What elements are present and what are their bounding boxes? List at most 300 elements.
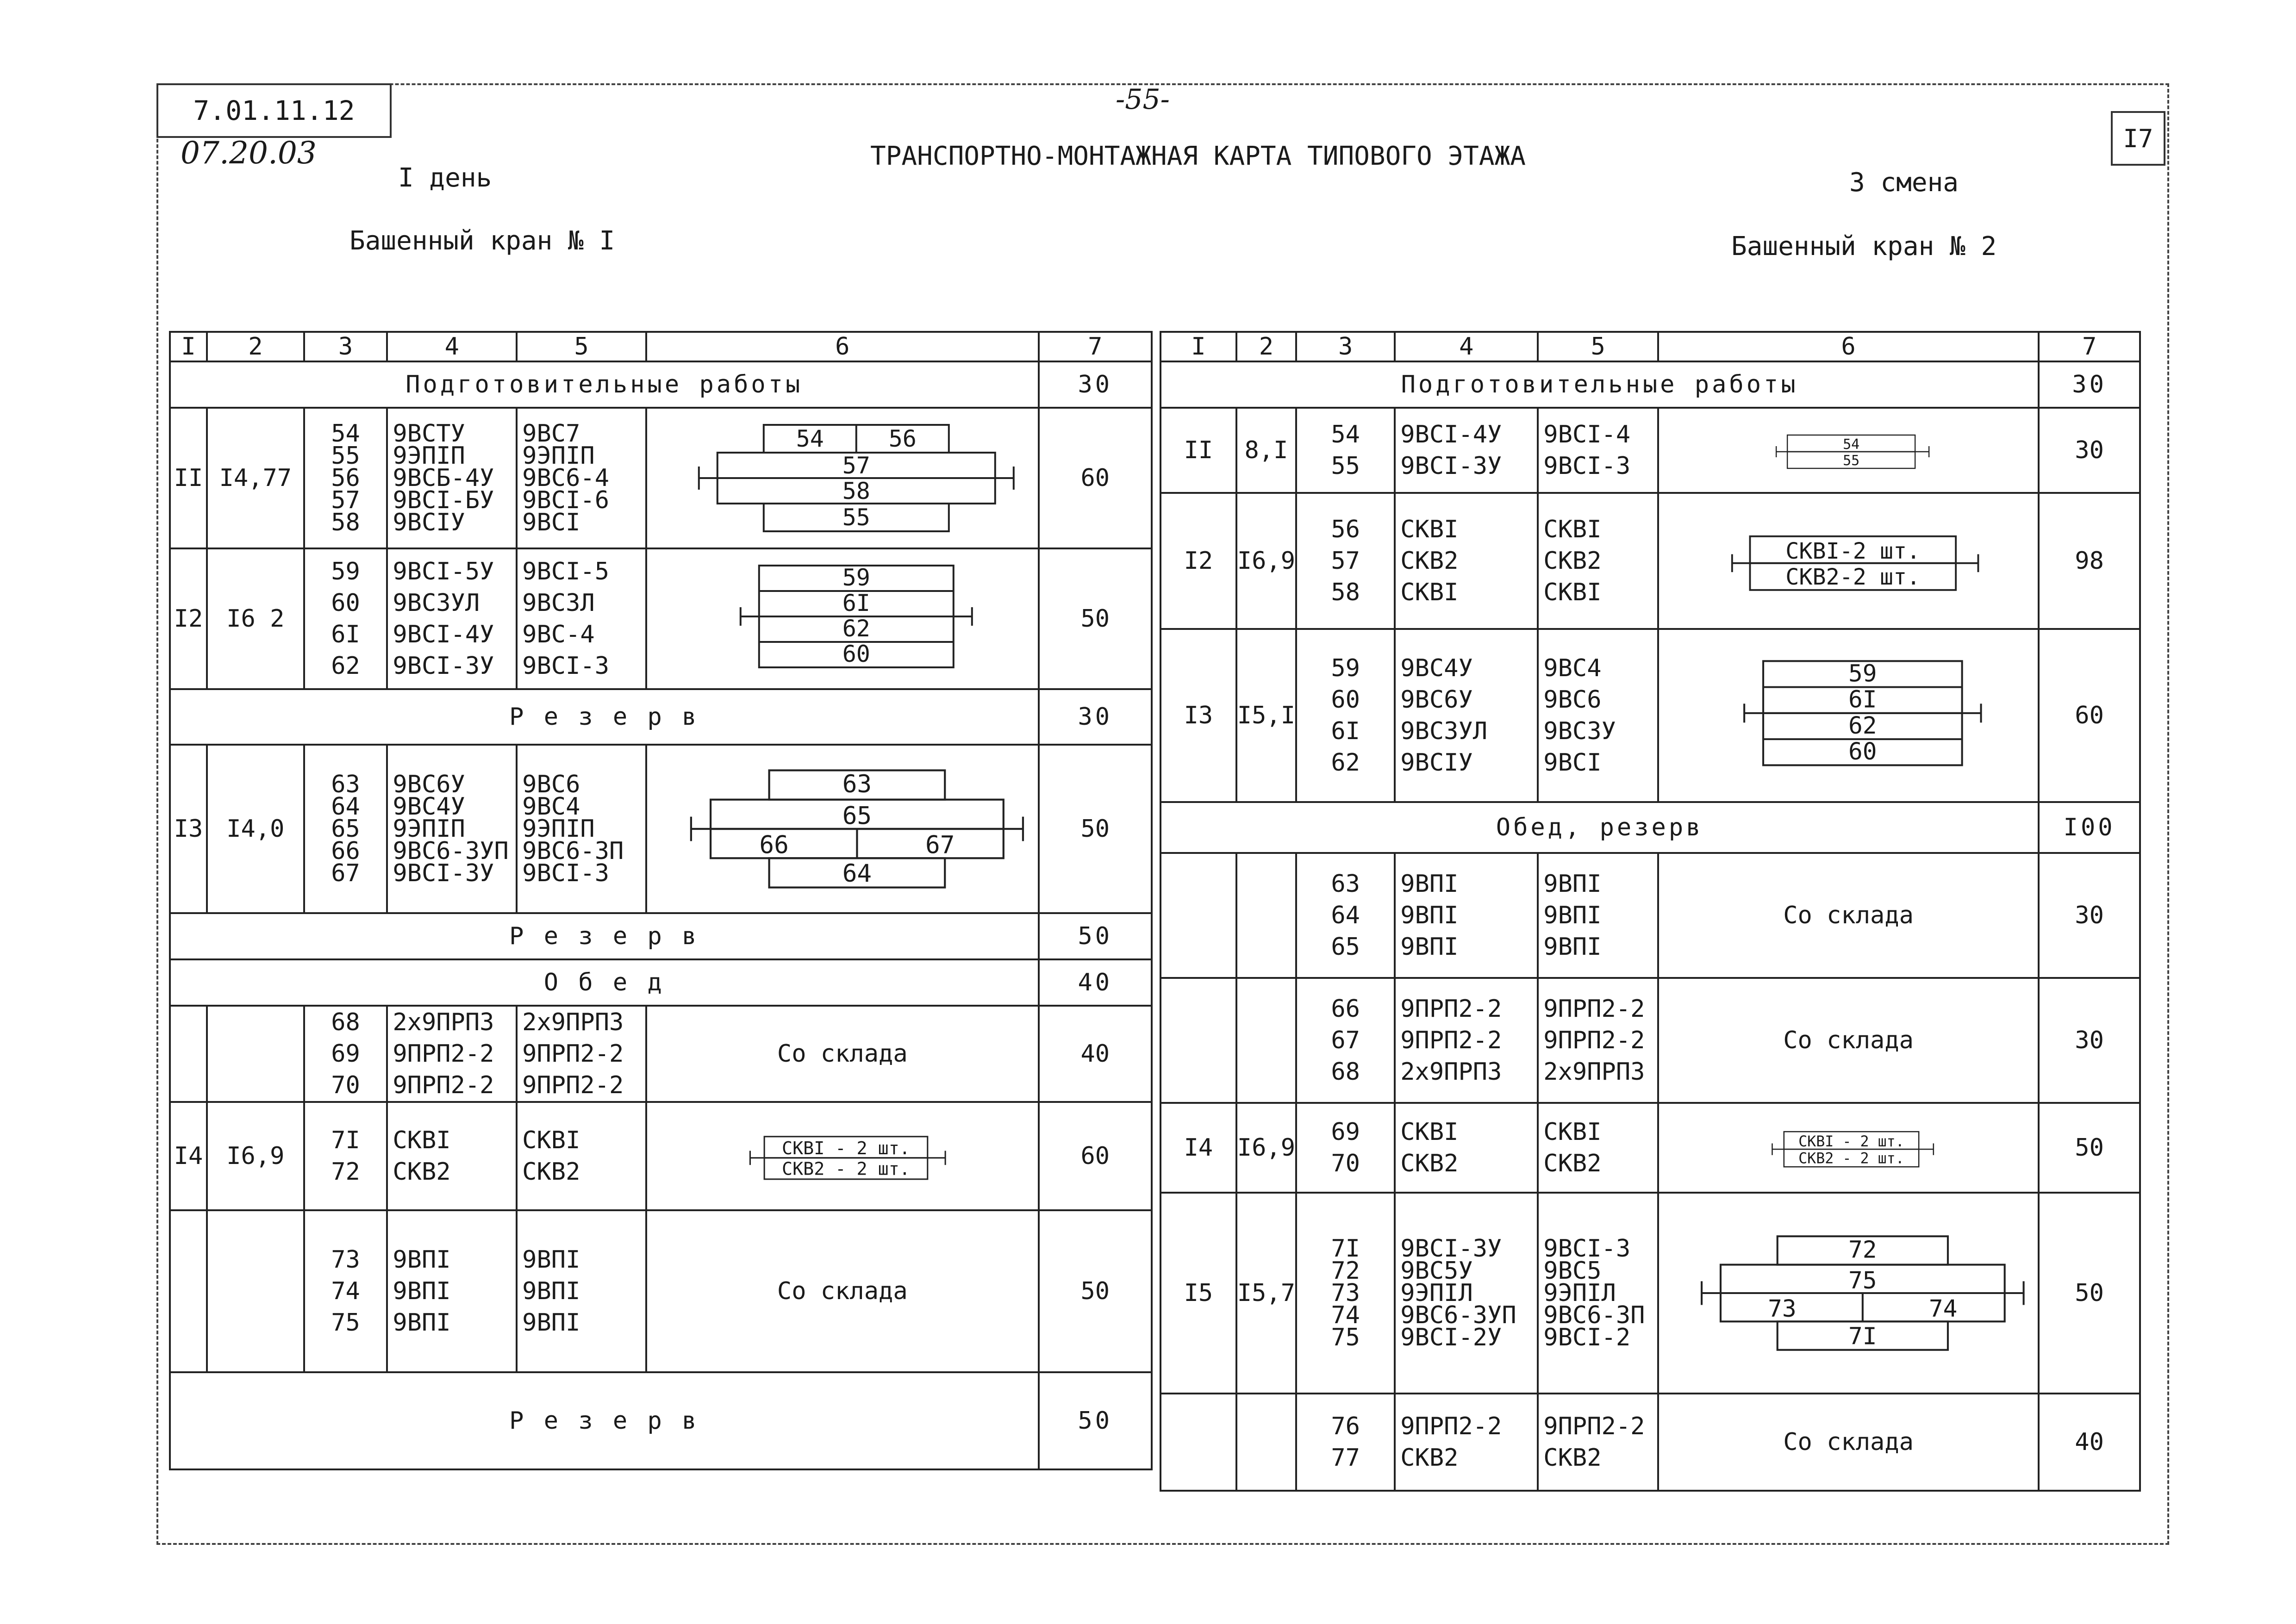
- reach-cell: I5,7: [1236, 1193, 1296, 1394]
- crane-right-label: Башенный кран № 2: [1731, 231, 1997, 261]
- element-type: СКВ2: [1543, 1150, 1602, 1177]
- reach-cell: [207, 1210, 304, 1372]
- diagram-element-label: 74: [1928, 1295, 1958, 1323]
- scheme-cell: [1658, 629, 2039, 802]
- element-type: 9ВСI-2: [1543, 1324, 1631, 1351]
- element-mark: 9ВС5У: [1400, 1257, 1473, 1285]
- element-mark: СКВ2: [1400, 1150, 1459, 1177]
- element-type: 9ВС4: [1543, 654, 1602, 682]
- element-mark: СКВ2: [393, 1158, 451, 1186]
- scheme-note: Со склада: [777, 1040, 908, 1068]
- reach-cell: [1236, 853, 1296, 978]
- element-type-cell: [1538, 408, 1658, 493]
- element-mark-list: [393, 420, 516, 536]
- sequence-number-list: [1297, 993, 1394, 1088]
- element-type: СКВI: [1543, 516, 1602, 543]
- duration-cell: 50: [1039, 1372, 1152, 1469]
- diagram-element-label: 6I: [1848, 686, 1877, 714]
- table-row: [170, 1210, 1152, 1372]
- sequence-number: 74: [331, 1277, 360, 1305]
- column-header: 6: [1658, 332, 2039, 361]
- element-type: 9ПРП2-2: [1543, 995, 1645, 1023]
- element-mark: 9ВСI-2У: [1400, 1324, 1502, 1351]
- element-type-cell: [1538, 629, 1658, 802]
- sequence-number: 7I: [331, 1126, 360, 1154]
- sequence-number: 65: [1331, 933, 1360, 961]
- sequence-number: 57: [1331, 547, 1360, 575]
- sequence-number: 6I: [1331, 717, 1360, 745]
- element-mark: 2х9ПРП3: [393, 1008, 494, 1036]
- element-type-list: [1543, 868, 1657, 963]
- element-mark-cell: [387, 1006, 517, 1102]
- scheme-cell: [1658, 493, 2039, 629]
- diagram-element-label: 55: [842, 504, 870, 531]
- sequence-number: 59: [1331, 654, 1360, 682]
- element-type: 9ВСI-3: [522, 859, 609, 887]
- element-mark: 9ЭПIП: [393, 815, 465, 843]
- sequence-cell: [1296, 1103, 1395, 1193]
- element-layout-diagram: [647, 409, 1038, 548]
- diagram-element-label: 6I: [842, 590, 870, 616]
- diagram-element-label: 54: [1843, 436, 1860, 453]
- sequence-number-list: [305, 771, 387, 887]
- diagram-element-label: 75: [1848, 1267, 1877, 1294]
- element-type: 9ПРП2-2: [522, 1040, 624, 1068]
- element-type-cell: [517, 548, 646, 689]
- element-type-cell: [1538, 1394, 1658, 1491]
- diagram-element-label: 62: [842, 615, 870, 642]
- section-label: Обед, резерв: [1160, 802, 2039, 853]
- sequence-number: 66: [331, 837, 360, 865]
- element-mark: СКВI: [1400, 579, 1459, 606]
- sequence-number: 54: [331, 420, 360, 448]
- sequence-number-list: [1297, 1235, 1394, 1351]
- duration-cell: 50: [2039, 1103, 2140, 1193]
- table-row: [170, 1006, 1152, 1102]
- crane-stop-cell: [1160, 978, 1236, 1103]
- reach-cell: [207, 1006, 304, 1102]
- element-mark: 9ВПI: [393, 1309, 451, 1337]
- element-mark-cell: [387, 1210, 517, 1372]
- table-row: [170, 548, 1152, 689]
- element-type: 9ВС6-4: [522, 464, 609, 492]
- element-type: 9ВС4: [522, 793, 580, 821]
- element-type-cell: [517, 1102, 646, 1210]
- element-mark: 9ВСI-3У: [393, 652, 494, 680]
- diagram-element-label: 57: [842, 452, 870, 479]
- sequence-number: 75: [1331, 1324, 1360, 1351]
- element-mark-list: [1400, 419, 1537, 482]
- element-type: 9ВС6-3П: [522, 837, 624, 865]
- sequence-cell: [304, 408, 387, 548]
- element-type: 9ПРП2-2: [1543, 1412, 1645, 1440]
- element-type: 9ВС3Л: [522, 589, 595, 617]
- element-type: СКВI: [1543, 1118, 1602, 1146]
- element-mark: 9ВПI: [1400, 870, 1459, 898]
- crane-stop-cell: [1160, 1394, 1236, 1491]
- element-mark: 9ВСIУ: [393, 509, 465, 536]
- element-type: 9ПРП2-2: [1543, 1027, 1645, 1054]
- crane-stop-cell: I2: [1160, 493, 1236, 629]
- element-type: 9ВС6-3П: [1543, 1301, 1645, 1329]
- duration-cell: 60: [1039, 1102, 1152, 1210]
- column-header: 5: [517, 332, 646, 361]
- element-mark-cell: [387, 1102, 517, 1210]
- element-mark: 9ВСI-4У: [393, 621, 494, 648]
- element-mark-list: [393, 1007, 516, 1101]
- sequence-cell: [1296, 978, 1395, 1103]
- element-mark: 9ВС3УЛ: [1400, 717, 1488, 745]
- element-mark: 9ВСТУ: [393, 420, 465, 448]
- element-type-cell: [517, 1210, 646, 1372]
- element-mark-cell: [387, 745, 517, 913]
- duration-cell: 30: [1039, 361, 1152, 408]
- element-type: 2х9ПРП3: [522, 1008, 624, 1036]
- column-header: 5: [1538, 332, 1658, 361]
- sequence-number: 62: [331, 652, 360, 680]
- table-row: [1160, 1193, 2140, 1394]
- sequence-cell: [304, 1102, 387, 1210]
- table-row: [170, 689, 1152, 745]
- element-mark: 9ВСI-5У: [393, 558, 494, 585]
- column-header: 4: [1395, 332, 1538, 361]
- scheme-cell: [646, 548, 1039, 689]
- sequence-number: 73: [331, 1246, 360, 1274]
- reach-cell: I4,0: [207, 745, 304, 913]
- element-type-list: [1543, 1411, 1657, 1474]
- diagram-element-label: СКВ2-2 шт.: [1785, 564, 1921, 591]
- section-label: Подготовительные работы: [170, 361, 1039, 408]
- duration-cell: 50: [2039, 1193, 2140, 1394]
- sequence-number-list: [1297, 514, 1394, 608]
- handwritten-code: 07.20.03: [181, 135, 317, 171]
- duration-cell: 30: [1039, 689, 1152, 745]
- crane-stop-cell: II: [170, 408, 207, 548]
- sequence-number-list: [305, 420, 387, 536]
- duration-cell: 30: [2039, 408, 2140, 493]
- element-mark: 9ВС4У: [1400, 654, 1473, 682]
- sequence-cell: [1296, 408, 1395, 493]
- element-mark: СКВ2: [1400, 1444, 1459, 1472]
- element-mark: 9ВС6У: [1400, 686, 1473, 714]
- element-mark: 2х9ПРП3: [1400, 1058, 1502, 1086]
- element-mark: 9ВПI: [393, 1246, 451, 1274]
- page-title: ТРАНСПОРТНО-МОНТАЖНАЯ КАРТА ТИПОВОГО ЭТАЖА: [870, 141, 1526, 171]
- element-mark-list: [1400, 993, 1537, 1088]
- table-row: [1160, 802, 2140, 853]
- element-mark-cell: [1395, 493, 1538, 629]
- duration-cell: 40: [2039, 1394, 2140, 1491]
- sheet-number-box: [2111, 111, 2165, 166]
- sequence-number: 58: [331, 509, 360, 536]
- reach-cell: 8,I: [1236, 408, 1296, 493]
- document-code: 7.01.11.12: [193, 95, 355, 126]
- sequence-number: 75: [331, 1309, 360, 1337]
- sequence-number-list: [1297, 419, 1394, 482]
- element-layout-diagram: [647, 1103, 1038, 1209]
- element-type-list: [522, 1007, 645, 1101]
- document-code-stamp: [156, 83, 392, 138]
- sequence-number-list: [305, 1125, 387, 1188]
- element-mark: СКВ2: [1400, 547, 1459, 575]
- element-mark: 9ЭПIП: [393, 442, 465, 470]
- scheme-cell: [1658, 1193, 2039, 1394]
- diagram-element-label: 67: [925, 831, 955, 859]
- crane-stop-cell: [170, 1210, 207, 1372]
- day-label: I день: [398, 163, 492, 193]
- element-type: 9ВСI: [522, 509, 580, 536]
- element-type: 9ВС3У: [1543, 717, 1616, 745]
- sequence-number: 69: [331, 1040, 360, 1068]
- element-mark: 9ВСIУ: [1400, 749, 1473, 777]
- element-type-list: [1543, 419, 1657, 482]
- table-row: [1160, 629, 2140, 802]
- element-mark: 9ВСI-БУ: [393, 486, 494, 514]
- scheme-note: Со склада: [1783, 902, 1914, 929]
- element-mark: 9ПРП2-2: [393, 1040, 494, 1068]
- element-type: 9ВС6: [522, 771, 580, 798]
- sequence-number: 59: [331, 558, 360, 585]
- element-mark: СКВI: [1400, 1118, 1459, 1146]
- reach-cell: [1236, 1394, 1296, 1491]
- element-mark: 9ВПI: [1400, 902, 1459, 929]
- element-mark: 9ВСI-3У: [393, 859, 494, 887]
- sequence-number: 63: [1331, 870, 1360, 898]
- diagram-element-label: 66: [759, 831, 789, 859]
- diagram-element-label: СКВI - 2 шт.: [1798, 1133, 1904, 1150]
- element-type: 9ВСI: [1543, 749, 1602, 777]
- element-mark: 9ПРП2-2: [1400, 995, 1502, 1023]
- element-type-list: [1543, 993, 1657, 1088]
- element-layout-diagram: [1659, 494, 2038, 628]
- shift-label: 3 смена: [1849, 168, 1959, 198]
- element-mark-cell: [1395, 1103, 1538, 1193]
- element-type: 9ВСI-3: [522, 652, 609, 680]
- element-mark-list: [1400, 653, 1537, 778]
- element-type: 2х9ПРП3: [1543, 1058, 1645, 1086]
- table-row: [1160, 1103, 2140, 1193]
- element-mark-list: [393, 556, 516, 682]
- sheet-number: I7: [2123, 124, 2153, 153]
- duration-cell: I00: [2039, 802, 2140, 853]
- element-type: 9ЭПIЛ: [1543, 1279, 1616, 1307]
- sequence-cell: [1296, 1394, 1395, 1491]
- element-layout-diagram: [1659, 409, 2038, 492]
- element-mark: 9ВС6-3УП: [1400, 1301, 1516, 1329]
- scheme-cell: [1658, 1394, 2039, 1491]
- table-row: [170, 913, 1152, 959]
- diagram-element-label: СКВI-2 шт.: [1785, 538, 1921, 565]
- sequence-number: 64: [1331, 902, 1360, 929]
- element-mark: СКВI: [1400, 516, 1459, 543]
- element-type: 9ВСI-6: [522, 486, 609, 514]
- sequence-cell: [304, 548, 387, 689]
- element-type: СКВ2: [1543, 547, 1602, 575]
- duration-cell: 60: [1039, 408, 1152, 548]
- element-type: 9ВС-4: [522, 621, 595, 648]
- sequence-cell: [1296, 493, 1395, 629]
- element-type: 9ВС7: [522, 420, 580, 448]
- column-header: 3: [304, 332, 387, 361]
- sequence-number: 68: [1331, 1058, 1360, 1086]
- duration-cell: 30: [2039, 978, 2140, 1103]
- diagram-element-label: 55: [1843, 452, 1860, 469]
- sequence-cell: [304, 745, 387, 913]
- element-mark-list: [1400, 1411, 1537, 1474]
- element-layout-diagram: [1659, 1104, 2038, 1192]
- duration-cell: 30: [2039, 853, 2140, 978]
- sequence-number: 58: [1331, 579, 1360, 606]
- diagram-element-label: 60: [842, 641, 870, 667]
- crane-stop-cell: [1160, 853, 1236, 978]
- header-row: [170, 332, 1152, 361]
- duration-cell: 50: [1039, 745, 1152, 913]
- table-row: [1160, 1394, 2140, 1491]
- element-mark-list: [1400, 1235, 1537, 1351]
- element-type-list: [1543, 653, 1657, 778]
- element-mark-list: [1400, 868, 1537, 963]
- reach-cell: I4,77: [207, 408, 304, 548]
- diagram-element-label: 54: [796, 425, 824, 452]
- column-header: 2: [1236, 332, 1296, 361]
- element-type: 9ВС5: [1543, 1257, 1602, 1285]
- sequence-number: 73: [1331, 1279, 1360, 1307]
- diagram-element-label: 7I: [1848, 1323, 1877, 1350]
- diagram-element-label: 65: [842, 802, 872, 830]
- page-number: -55-: [1116, 83, 1170, 116]
- element-mark: 9ВСБ-4У: [393, 464, 494, 492]
- section-label: Р е з е р в: [170, 913, 1039, 959]
- sequence-number-list: [305, 1007, 387, 1101]
- table-row: [1160, 493, 2140, 629]
- element-type: СКВI: [522, 1126, 580, 1154]
- element-mark: 9ПРП2-2: [1400, 1027, 1502, 1054]
- diagram-element-label: 64: [842, 859, 872, 888]
- duration-cell: 40: [1039, 959, 1152, 1006]
- table-row: [1160, 853, 2140, 978]
- column-header: 6: [646, 332, 1039, 361]
- element-type-list: [522, 771, 645, 887]
- sequence-number: 57: [331, 486, 360, 514]
- element-mark-cell: [1395, 1394, 1538, 1491]
- table-row: [1160, 361, 2140, 408]
- scheme-cell: [646, 1006, 1039, 1102]
- sequence-number: 67: [331, 859, 360, 887]
- element-type-list: [522, 420, 645, 536]
- element-mark: 9ВСI-3У: [1400, 452, 1502, 480]
- element-type-list: [522, 1125, 645, 1188]
- scheme-cell: [1658, 1103, 2039, 1193]
- right-schedule-table: [1160, 331, 2141, 1492]
- diagram-element-label: СКВ2 - 2 шт.: [781, 1158, 910, 1180]
- sequence-number: 72: [1331, 1257, 1360, 1285]
- sequence-number: 64: [331, 793, 360, 821]
- diagram-element-label: 59: [1848, 660, 1877, 688]
- element-type-list: [1543, 1116, 1657, 1179]
- diagram-element-label: СКВ2 - 2 шт.: [1798, 1150, 1904, 1167]
- duration-cell: 98: [2039, 493, 2140, 629]
- element-mark-list: [1400, 1116, 1537, 1179]
- scheme-note: Со склада: [1783, 1428, 1914, 1456]
- sequence-number-list: [1297, 1411, 1394, 1474]
- element-type-cell: [1538, 1193, 1658, 1394]
- element-mark: 9ВСI-4У: [1400, 421, 1502, 448]
- element-type: 9ВСI-3: [1543, 1235, 1631, 1263]
- sequence-number: 62: [1331, 749, 1360, 777]
- element-type: 9ЭПIП: [522, 815, 595, 843]
- scheme-cell: [646, 1210, 1039, 1372]
- sequence-number: 55: [331, 442, 360, 470]
- scheme-note: Со склада: [777, 1277, 908, 1305]
- left-schedule-table: [169, 331, 1153, 1470]
- element-type: 9ВСI-4: [1543, 421, 1631, 448]
- sequence-number: 60: [1331, 686, 1360, 714]
- sequence-cell: [304, 1210, 387, 1372]
- sequence-number: 65: [331, 815, 360, 843]
- element-type: 9ВПI: [522, 1246, 580, 1274]
- crane-stop-cell: I4: [170, 1102, 207, 1210]
- element-mark: 9ВПI: [393, 1277, 451, 1305]
- element-mark: 9ВС3УЛ: [393, 589, 480, 617]
- element-layout-diagram: [1659, 630, 2038, 801]
- scheme-cell: [1658, 978, 2039, 1103]
- table-row: [170, 745, 1152, 913]
- crane-stop-cell: I4: [1160, 1103, 1236, 1193]
- element-mark: 9ВСI-3У: [1400, 1235, 1502, 1263]
- scheme-cell: [1658, 853, 2039, 978]
- sequence-number-list: [1297, 868, 1394, 963]
- element-mark-cell: [387, 548, 517, 689]
- column-header: 7: [1039, 332, 1152, 361]
- section-label: Р е з е р в: [170, 1372, 1039, 1469]
- crane-stop-cell: I3: [1160, 629, 1236, 802]
- diagram-element-label: 63: [842, 770, 872, 798]
- sequence-number: 60: [331, 589, 360, 617]
- sequence-cell: [1296, 853, 1395, 978]
- scheme-note: Со склада: [1783, 1027, 1914, 1054]
- diagram-element-label: 73: [1768, 1295, 1797, 1323]
- sequence-number: 55: [1331, 452, 1360, 480]
- element-type-list: [522, 556, 645, 682]
- sequence-number-list: [1297, 1116, 1394, 1179]
- element-type: СКВ2: [522, 1158, 580, 1186]
- table-row: [1160, 408, 2140, 493]
- table-row: [170, 1102, 1152, 1210]
- sequence-number: 77: [1331, 1444, 1360, 1472]
- reach-cell: I6 2: [207, 548, 304, 689]
- scheme-cell: [1658, 408, 2039, 493]
- reach-cell: I5,I: [1236, 629, 1296, 802]
- element-mark-list: [393, 771, 516, 887]
- sequence-number: 74: [1331, 1301, 1360, 1329]
- duration-cell: 50: [1039, 1210, 1152, 1372]
- diagram-element-label: СКВI - 2 шт.: [781, 1138, 910, 1159]
- reach-cell: [1236, 978, 1296, 1103]
- diagram-element-label: 72: [1848, 1236, 1877, 1264]
- sequence-number-list: [305, 1244, 387, 1338]
- sequence-number-list: [305, 556, 387, 682]
- element-type: 9ВПI: [1543, 933, 1602, 961]
- column-header: I: [170, 332, 207, 361]
- section-label: О б е д: [170, 959, 1039, 1006]
- duration-cell: 40: [1039, 1006, 1152, 1102]
- element-type: 9ВСI-5: [522, 558, 609, 585]
- element-type: 9ЭПIП: [522, 442, 595, 470]
- element-mark-cell: [1395, 408, 1538, 493]
- element-mark-list: [1400, 514, 1537, 608]
- element-type-cell: [517, 408, 646, 548]
- element-mark: 9ПРП2-2: [393, 1071, 494, 1099]
